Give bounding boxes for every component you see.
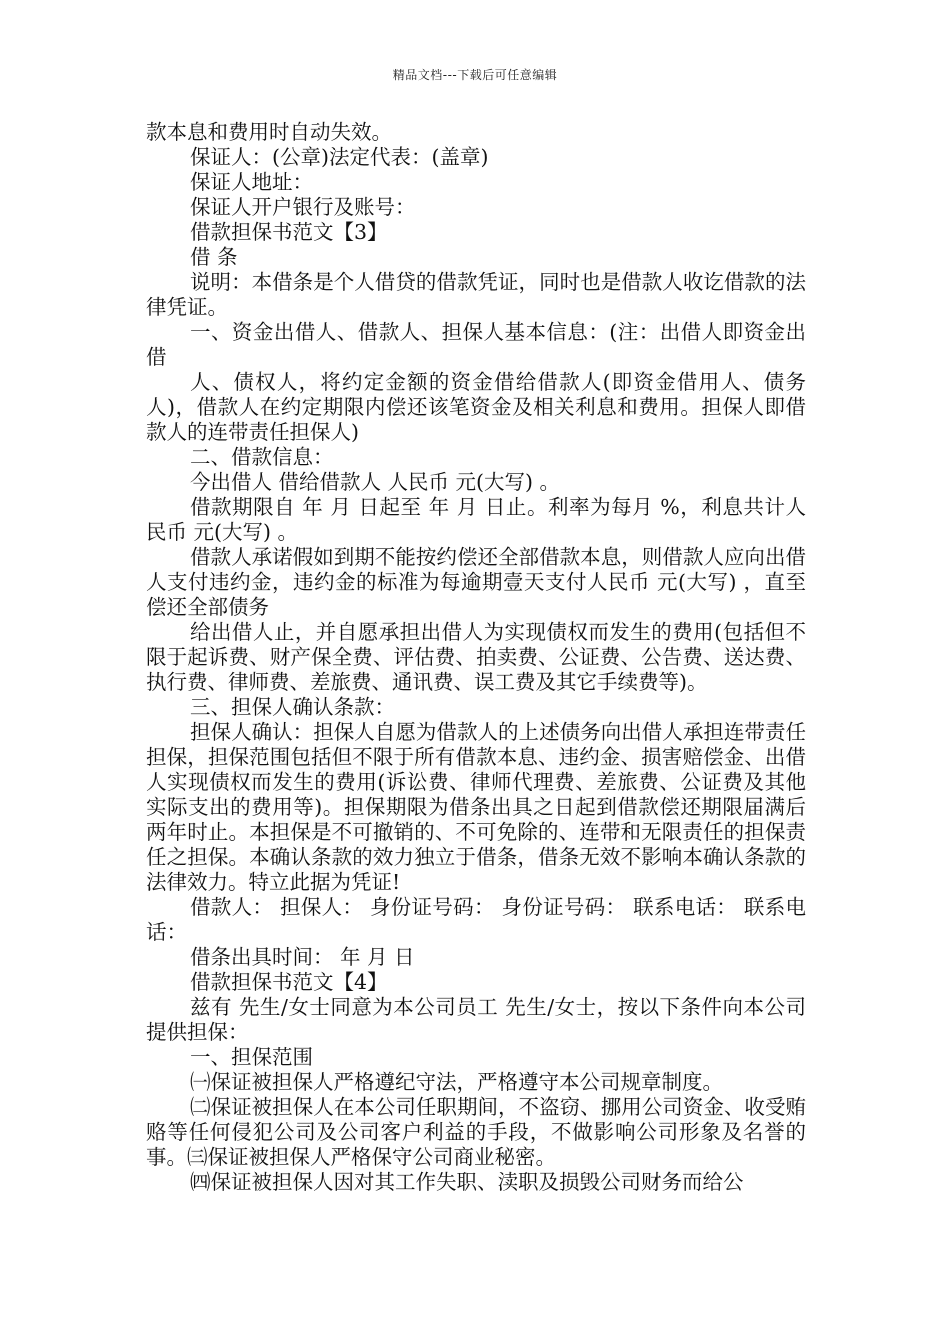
paragraph-expenses: 给出借人止，并自愿承担出借人为实现债权而发生的费用(包括但不限于起诉费、财产保全费、评估费、拍卖费、公证费、公告费、送达费、执行费、律师费、差旅费、通讯费、误工费及其它手续费等)。 — [146, 620, 806, 694]
paragraph-section-2-heading: 二、借款信息： — [190, 445, 334, 469]
paragraph-scope-heading: 一、担保范围 — [190, 1045, 313, 1069]
paragraph-issue-date: 借条出具时间： 年 月 日 — [190, 945, 415, 969]
section-heading-sample-4: 借款担保书范文【4】 — [190, 970, 388, 994]
paragraph-company-guarantee-intro: 兹有 先生/女士同意为本公司员工 先生/女士，按以下条件向本公司提供担保： — [146, 995, 806, 1044]
paragraph-section-3-heading: 三、担保人确认条款： — [190, 695, 395, 719]
paragraph-signature-fields: 借款人： 担保人： 身份证号码： 身份证号码： 联系电话： 联系电话： — [146, 895, 806, 944]
paragraph-section-1-body: 人、债权人，将约定金额的资金借给借款人(即资金借用人、债务人)，借款人在约定期限内偿还该笔资金及相关利息和费用。担保人即借款人的连带责任担保人) — [146, 370, 806, 444]
paragraph-guarantor-address: 保证人地址： — [190, 170, 313, 194]
paragraph-description: 说明：本借条是个人借贷的借款凭证，同时也是借款人收讫借款的法律凭证。 — [146, 270, 806, 319]
document-title-iou: 借 条 — [190, 245, 238, 269]
paragraph-section-1-heading: 一、资金出借人、借款人、担保人基本信息：(注：出借人即资金出借 — [146, 320, 806, 369]
page-header: 精品文档---下载后可任意编辑 — [392, 68, 558, 82]
paragraph-loan-amount: 今出借人 借给借款人 人民币 元(大写) 。 — [190, 470, 561, 494]
paragraph-continuation: 款本息和费用时自动失效。 — [146, 120, 392, 144]
paragraph-guarantor-bank: 保证人开户银行及账号： — [190, 195, 416, 219]
paragraph-scope-item-2-3: ㈡保证被担保人在本公司任职期间，不盗窃、挪用公司资金、收受贿赂等任何侵犯公司及公司客户利益的手段，不做影响公司形象及名誉的事。㈢保证被担保人严格保守公司商业秘密。 — [146, 1095, 806, 1169]
paragraph-scope-item-4: ㈣保证被担保人因对其工作失职、渎职及损毁公司财务而给公 — [190, 1170, 744, 1194]
paragraph-penalty: 借款人承诺假如到期不能按约偿还全部借款本息，则借款人应向出借人支付违约金，违约金的标准为每逾期壹天支付人民币 元(大写) ，直至偿还全部债务 — [146, 545, 806, 619]
section-heading-sample-3: 借款担保书范文【3】 — [190, 220, 388, 244]
paragraph-scope-item-1: ㈠保证被担保人严格遵纪守法，严格遵守本公司规章制度。 — [190, 1070, 723, 1094]
paragraph-guarantor-seal: 保证人：(公章)法定代表：(盖章) — [190, 145, 489, 169]
paragraph-loan-term: 借款期限自 年 月 日起至 年 月 日止。利率为每月 %，利息共计人民币 元(大写) 。 — [146, 495, 806, 544]
paragraph-guarantor-confirmation: 担保人确认：担保人自愿为借款人的上述债务向出借人承担连带责任担保，担保范围包括但不限于所有借款本息、违约金、损害赔偿金、出借人实现债权而发生的费用(诉讼费、律师代理费、差旅费、公证费及其他实际支出的费用等)。担保期限为借条出具之日起到借款偿还期限届满后两年时止。本担保是不可撤销的、不可免除的、连带和无限责任的担保责任之担保。本确认条款的效力独立于借条，借条无效不影响本确认条款的法律效力。特立此据为凭证! — [146, 720, 806, 894]
document-body — [146, 120, 806, 1195]
